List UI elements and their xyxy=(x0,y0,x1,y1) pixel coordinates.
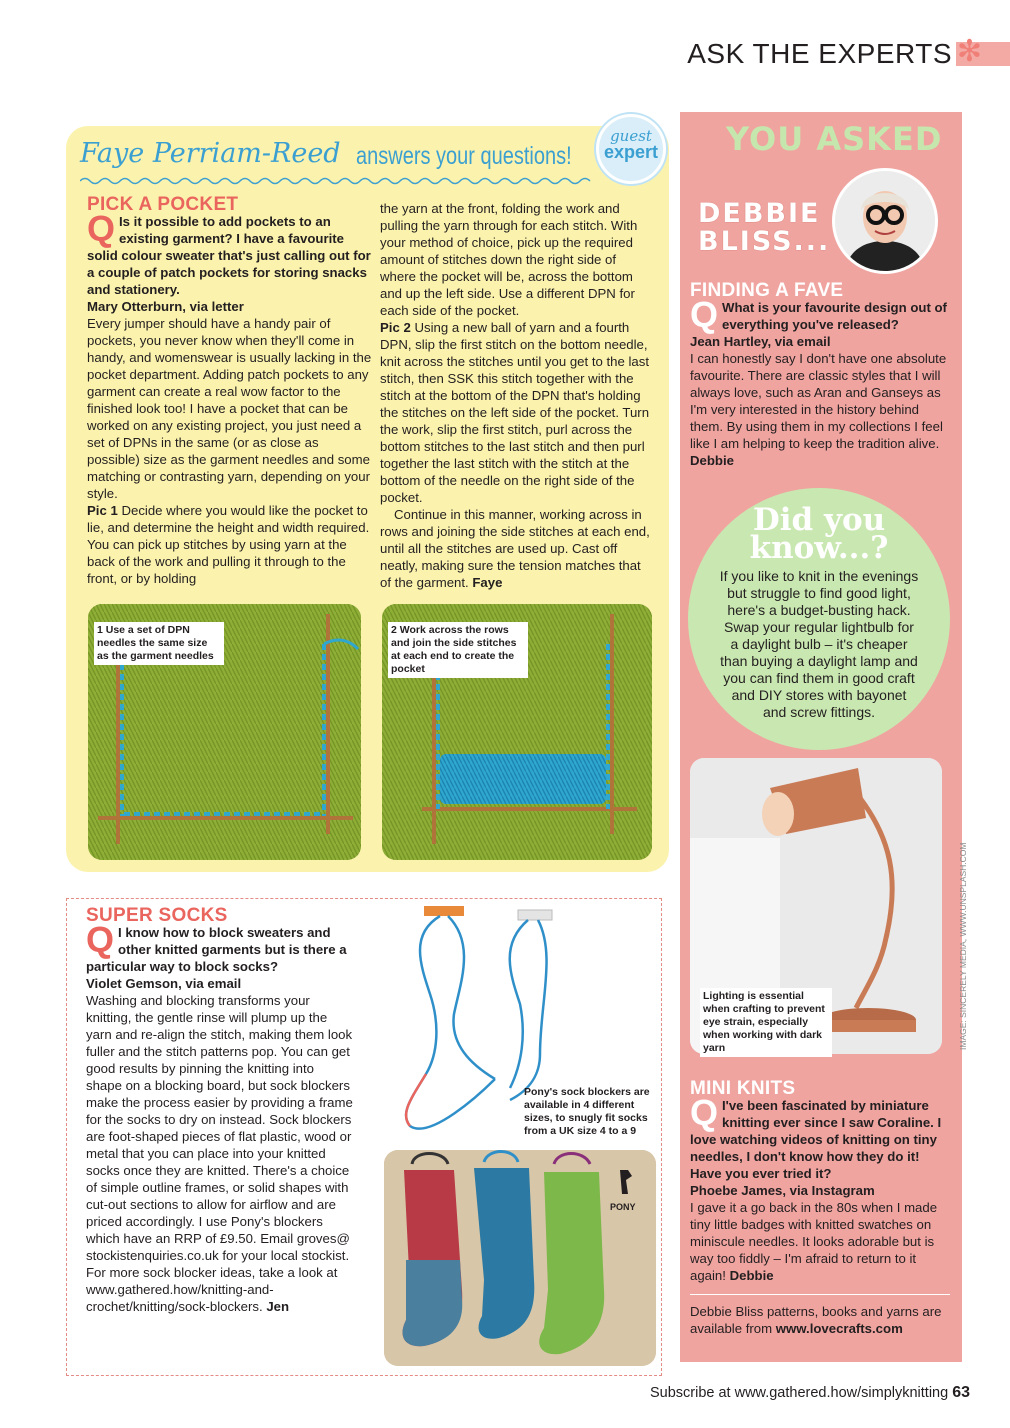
dyk-line1: Did you xyxy=(752,502,886,538)
did-you-know-circle xyxy=(688,488,950,750)
debbie-line2: BLISS... xyxy=(698,226,831,257)
pocket-closing: Continue in this manner, working across in rows and joining the side stitches at each end, until all the stitches are used up. Cast off neatly, making sure the tension matches that of the garment. xyxy=(380,507,650,590)
lamp-caption: Lighting is essential when crafting to prevent eye strain, especially when working with dark yarn xyxy=(700,988,832,1057)
guest-expert-badge xyxy=(596,114,666,184)
fave-heading: FINDING A FAVE xyxy=(690,280,844,301)
pic1-text: Decide where you would like the pocket to lie, and determine the height and width required. You can pick up stitches by using yarn at the back of the work and pulling it through to the front, or by holding xyxy=(87,503,370,586)
pocket-article-col1 xyxy=(87,196,375,587)
q-letter: Q xyxy=(87,208,116,249)
pic2-label: Pic 2 xyxy=(380,320,411,335)
lovecrafts-link[interactable]: www.lovecrafts.com xyxy=(775,1321,903,1336)
minis-asker: Phoebe James, via Instagram xyxy=(690,1183,875,1198)
socks-caption: Pony's sock blockers are available in 4 different sizes, to snugly fit socks from a UK size 4 to a 9 xyxy=(524,1086,650,1137)
q-letter: Q xyxy=(690,1092,719,1133)
q-letter: Q xyxy=(690,294,719,335)
knit-photo-1 xyxy=(88,604,361,860)
pocket-answer-1: Every jumper should have a handy pair of pockets, you never know when they'll come in handy, and womenswear is usually lacking in the pocket department. Adding patch pockets to any garment can create a real wow factor to the finished look too! I have a pocket that can be worked on any existing project, you just need a set of DPNs in the same (or as close as possible) size as the garment needles and some matching or contrasting yarn, depending on your style. xyxy=(87,316,372,501)
image-credit xyxy=(956,842,970,1052)
page-number: 63 xyxy=(952,1384,970,1401)
fave-answer: I can honestly say I don't have one absolute favourite. There are classic styles that I will always love, such as Aran and Ganseys as I'm very interested in the history behind them. By using them in my collections I feel like I am helping to keep the tradition alive. xyxy=(690,351,947,451)
debbie-portrait xyxy=(832,168,938,274)
fave-signoff: Debbie xyxy=(690,453,734,468)
debbie-bliss-title xyxy=(698,200,830,256)
pocket-question: Is it possible to add pockets to an existing garment? I have a favourite solid colour sweater that's just calling out for a couple of patch pockets for storing snacks and stationery. xyxy=(87,214,371,297)
expert-name: Faye Perriam-Reed xyxy=(80,138,341,169)
pic2-text: Using a new ball of yarn and a fourth DPN, slip the first stitch on the bottom needle, knit across the stitches until you get to the last stitch, then SSK this stitch together with the stitch at the bottom of the DPN that's holding the stitches on the left side of the pocket. Turn the work, slip the first stitch, purl across the bottom stitches to the last stitch and then purl together the last stitch with the stitch at the bottom of the needle on the right side of the pocket. xyxy=(380,320,650,505)
pony-brand: PONY xyxy=(610,1202,636,1212)
pocket-signoff: Faye xyxy=(472,575,503,590)
knit-photo-2 xyxy=(382,604,652,860)
expert-tagline: answers your questions! xyxy=(356,142,572,170)
pic1-label: Pic 1 xyxy=(87,503,118,518)
debbie-line1: DEBBIE xyxy=(698,198,821,229)
mini-knits-article xyxy=(690,1080,950,1337)
fave-asker: Jean Hartley, via email xyxy=(690,334,831,349)
finding-fave-article xyxy=(690,282,952,469)
squiggle-underline xyxy=(80,176,600,186)
did-you-know-title xyxy=(688,502,950,566)
photo2-caption: 2 Work across the rows and join the side stitches at each end to create the pocket xyxy=(388,622,528,678)
socks-signoff: Jen xyxy=(266,1299,290,1314)
section-title: ASK THE EXPERTS xyxy=(687,38,952,69)
fave-question: What is your favourite design out of everything you've released? xyxy=(722,300,947,332)
socks-illustration xyxy=(384,1150,656,1366)
socks-question: I know how to block sweaters and other knitted garments but is there a particular way to block socks? xyxy=(86,925,347,974)
badge-bottom-text: expert xyxy=(603,142,659,162)
socks-photo xyxy=(384,1150,656,1366)
pocket-heading: PICK A POCKET xyxy=(87,194,239,215)
did-you-know-body: If you like to knit in the evenings but struggle to find good light, here's a budget-busting hack. Swap your regular lightbulb for a daylight bulb – it's cheaper than buying a daylight lamp and you can find them in good craft and DIY stores with bayonet and screw fittings. xyxy=(719,568,919,720)
minis-question: I've been fascinated by miniature knitting ever since I saw Coraline. I love watching videos of knitting on tiny needles, I don't know how they do it! Have you ever tried it? xyxy=(690,1098,942,1181)
photo1-caption: 1 Use a set of DPN needles the same size as the garment needles xyxy=(94,622,224,665)
q-letter: Q xyxy=(86,919,115,960)
you-asked-heading: YOU ASKED xyxy=(726,120,943,158)
pocket-asker: Mary Otterburn, via letter xyxy=(87,299,244,314)
pocket-article-col2 xyxy=(380,200,653,591)
asterisk-icon: ✻ xyxy=(956,35,982,68)
portrait-illustration xyxy=(835,171,935,271)
availability-text: Debbie Bliss patterns, books and yarns are available from xyxy=(690,1304,942,1336)
subscribe-text[interactable]: Subscribe at www.gathered.how/simplyknitting xyxy=(649,1385,949,1401)
socks-asker: Violet Gemson, via email xyxy=(86,976,242,991)
minis-signoff: Debbie xyxy=(729,1268,774,1283)
badge-top-text: guest xyxy=(610,127,652,145)
minis-answer: I gave it a go back in the 80s when I made tiny little badges with knitted swatches on miniscule needles. It looks adorable but is way too fiddly – I'm afraid to return to it again! xyxy=(690,1200,938,1283)
socks-heading: SUPER SOCKS xyxy=(86,905,228,926)
pocket-answer-2: the yarn at the front, folding the work and pulling the yarn through for each stitch. With your method of choice, pick up the required amount of stitches down the right side of where the pocket will be, across the bottom and up the left side. Use a different DPN for each side of the pocket. xyxy=(380,201,638,318)
socks-article xyxy=(86,907,353,1315)
image-credit-text: IMAGE: SINCERELY MEDIA, WWW.UNSPLASH.COM xyxy=(958,842,968,1050)
page-footer xyxy=(650,1384,970,1402)
dyk-line2: know...? xyxy=(749,530,889,566)
minis-heading: MINI KNITS xyxy=(690,1078,796,1099)
socks-answer: Washing and blocking transforms your knitting, the gentle rinse will plump up the yarn and re-align the stitch, making them look fuller and the stitch patterns pop. You can get good results by pinning the knitting into shape on a blocking board, but sock blockers make the process easier by providing a frame for the socks to dry on instead. Sock blockers are foot-shaped pieces of flat plastic, wood or metal that you can place into your knitted socks once they are knitted. There's a choice of simple outline frames, or solid shapes with cut-out sections to allow for airflow and are priced accordingly. I use Pony's blockers which have an RRP of £9.50. Email groves@ stockistenquiries.co.uk for your local stockist. For more sock blocker ideas, take a look at www.gathered.how/knitting-and-crochet/knitting/sock-blockers. xyxy=(86,993,353,1314)
